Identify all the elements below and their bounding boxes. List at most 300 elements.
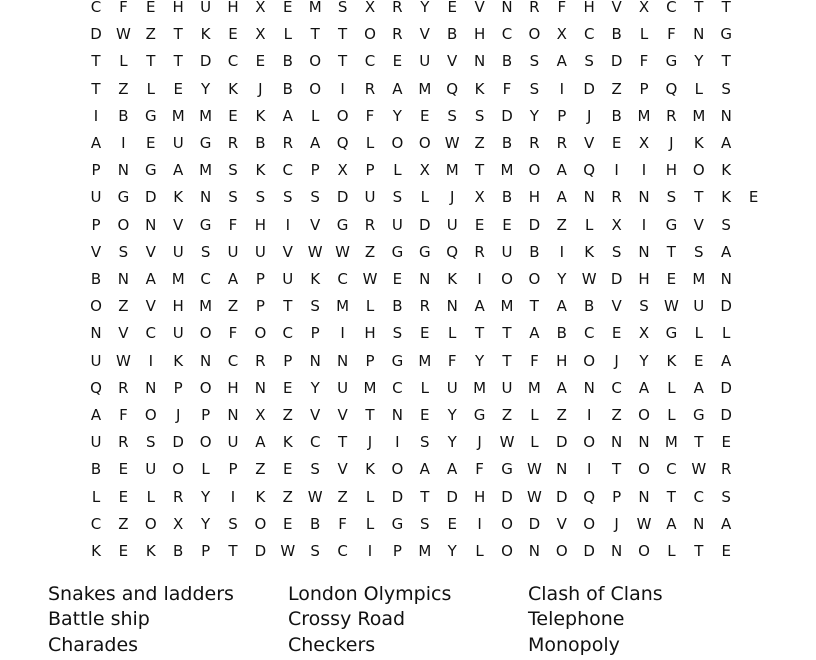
grid-cell[interactable]: L: [119, 52, 128, 71]
grid-cell[interactable]: M: [445, 161, 459, 180]
grid-cell[interactable]: S: [392, 188, 403, 207]
grid-cell[interactable]: O: [199, 433, 212, 452]
grid-cell[interactable]: V: [447, 52, 458, 71]
grid-cell[interactable]: L: [694, 324, 703, 343]
grid-cell[interactable]: T: [365, 406, 375, 424]
grid-cell[interactable]: R: [529, 0, 540, 16]
grid-cell[interactable]: N: [145, 215, 157, 234]
grid-cell[interactable]: H: [172, 297, 184, 316]
grid-cell[interactable]: D: [610, 52, 623, 71]
grid-cell[interactable]: U: [446, 215, 458, 234]
grid-cell[interactable]: I: [559, 79, 565, 98]
grid-cell[interactable]: Y: [475, 351, 485, 370]
grid-cell[interactable]: K: [721, 188, 732, 207]
grid-cell[interactable]: E: [611, 324, 622, 343]
grid-cell[interactable]: Y: [447, 406, 457, 424]
grid-cell[interactable]: F: [338, 514, 347, 533]
grid-cell[interactable]: U: [90, 188, 102, 207]
grid-cell[interactable]: C: [90, 0, 102, 16]
grid-cell[interactable]: O: [501, 542, 513, 560]
grid-cell[interactable]: S: [200, 242, 211, 261]
grid-cell[interactable]: N: [693, 25, 705, 44]
grid-cell[interactable]: U: [446, 378, 458, 397]
grid-cell[interactable]: N: [336, 351, 349, 370]
grid-cell[interactable]: V: [90, 242, 102, 261]
grid-cell[interactable]: N: [227, 406, 239, 424]
grid-cell[interactable]: L: [146, 79, 155, 98]
grid-cell[interactable]: F: [447, 351, 457, 370]
grid-cell[interactable]: T: [228, 542, 238, 560]
grid-cell[interactable]: K: [721, 161, 732, 180]
grid-cell[interactable]: T: [694, 0, 704, 16]
grid-cell[interactable]: E: [721, 433, 731, 452]
grid-cell[interactable]: S: [420, 433, 430, 452]
grid-cell[interactable]: C: [337, 542, 348, 560]
grid-cell[interactable]: E: [228, 106, 238, 125]
grid-cell[interactable]: N: [638, 487, 650, 506]
grid-cell[interactable]: Y: [529, 106, 539, 125]
grid-cell[interactable]: G: [418, 242, 431, 261]
grid-cell[interactable]: I: [121, 134, 126, 152]
grid-cell[interactable]: T: [338, 52, 348, 71]
grid-cell[interactable]: N: [610, 433, 623, 452]
grid-cell[interactable]: Z: [118, 79, 129, 98]
grid-cell[interactable]: Y: [694, 52, 704, 71]
grid-cell[interactable]: I: [367, 542, 373, 560]
grid-cell[interactable]: E: [283, 0, 293, 16]
grid-cell[interactable]: O: [501, 514, 513, 533]
grid-cell[interactable]: L: [420, 188, 429, 207]
grid-cell[interactable]: T: [338, 25, 348, 44]
grid-cell[interactable]: N: [501, 0, 513, 16]
grid-cell[interactable]: L: [667, 542, 676, 560]
grid-cell[interactable]: T: [310, 25, 320, 44]
grid-cell[interactable]: N: [117, 270, 129, 288]
grid-cell[interactable]: N: [583, 378, 595, 397]
grid-cell[interactable]: E: [173, 79, 183, 98]
grid-cell[interactable]: C: [666, 0, 677, 16]
grid-cell[interactable]: X: [556, 25, 567, 44]
grid-cell[interactable]: B: [584, 297, 595, 316]
grid-cell[interactable]: U: [364, 188, 376, 207]
grid-cell[interactable]: W: [636, 514, 652, 533]
grid-cell[interactable]: R: [364, 215, 376, 234]
grid-cell[interactable]: E: [392, 52, 403, 71]
grid-cell[interactable]: T: [338, 433, 348, 452]
grid-cell[interactable]: T: [694, 188, 704, 207]
grid-cell[interactable]: Z: [118, 514, 129, 533]
grid-cell[interactable]: C: [90, 514, 102, 533]
grid-cell[interactable]: A: [255, 433, 266, 452]
grid-cell[interactable]: D: [391, 487, 404, 506]
grid-cell[interactable]: O: [638, 406, 650, 424]
grid-cell[interactable]: K: [255, 487, 266, 506]
grid-cell[interactable]: O: [528, 25, 541, 44]
grid-cell[interactable]: H: [528, 188, 541, 207]
grid-cell[interactable]: B: [611, 25, 622, 44]
grid-cell[interactable]: H: [172, 0, 184, 16]
grid-cell[interactable]: P: [310, 161, 320, 180]
grid-cell[interactable]: C: [200, 270, 211, 288]
grid-cell[interactable]: M: [637, 106, 651, 125]
grid-cell[interactable]: N: [720, 106, 732, 125]
grid-cell[interactable]: K: [255, 106, 266, 125]
grid-cell[interactable]: E: [420, 406, 430, 424]
grid-cell[interactable]: T: [666, 242, 676, 261]
grid-cell[interactable]: B: [501, 134, 513, 152]
grid-cell[interactable]: W: [362, 270, 378, 288]
grid-cell[interactable]: I: [395, 433, 400, 452]
grid-cell[interactable]: S: [118, 242, 129, 261]
grid-cell[interactable]: L: [530, 406, 539, 424]
grid-cell[interactable]: T: [721, 52, 731, 71]
grid-cell[interactable]: A: [721, 134, 732, 152]
grid-cell[interactable]: A: [556, 161, 567, 180]
grid-cell[interactable]: Q: [446, 79, 459, 98]
grid-cell[interactable]: I: [148, 351, 154, 370]
grid-cell[interactable]: S: [447, 106, 457, 125]
grid-cell[interactable]: D: [583, 542, 595, 560]
grid-cell[interactable]: M: [171, 106, 185, 125]
grid-cell[interactable]: L: [365, 297, 375, 316]
grid-cell[interactable]: K: [310, 270, 321, 288]
grid-cell[interactable]: C: [611, 378, 622, 397]
grid-cell[interactable]: G: [720, 25, 732, 44]
grid-cell[interactable]: D: [419, 215, 431, 234]
grid-cell[interactable]: P: [255, 297, 265, 316]
grid-cell[interactable]: T: [612, 460, 622, 479]
grid-cell[interactable]: A: [90, 406, 102, 424]
grid-cell[interactable]: B: [173, 542, 184, 560]
grid-cell[interactable]: O: [144, 406, 157, 424]
grid-cell[interactable]: T: [666, 487, 676, 506]
grid-cell[interactable]: O: [583, 351, 596, 370]
grid-cell[interactable]: Z: [337, 487, 348, 506]
grid-cell[interactable]: D: [172, 433, 184, 452]
grid-cell[interactable]: A: [282, 106, 293, 125]
grid-cell[interactable]: R: [666, 106, 677, 125]
grid-cell[interactable]: M: [500, 297, 514, 316]
grid-cell[interactable]: O: [254, 324, 267, 343]
grid-cell[interactable]: L: [201, 460, 210, 479]
grid-cell[interactable]: T: [694, 433, 704, 452]
grid-cell[interactable]: K: [200, 25, 211, 44]
grid-cell[interactable]: L: [667, 406, 676, 424]
grid-cell[interactable]: L: [448, 324, 457, 343]
grid-cell[interactable]: L: [475, 542, 484, 560]
grid-cell[interactable]: A: [392, 79, 403, 98]
grid-cell[interactable]: U: [282, 270, 294, 288]
grid-cell[interactable]: L: [311, 106, 320, 125]
grid-cell[interactable]: W: [663, 297, 679, 316]
grid-cell[interactable]: F: [475, 460, 484, 479]
grid-cell[interactable]: A: [419, 460, 430, 479]
grid-cell[interactable]: O: [309, 79, 322, 98]
grid-cell[interactable]: S: [721, 79, 731, 98]
grid-cell[interactable]: D: [720, 378, 732, 397]
grid-cell[interactable]: S: [584, 52, 594, 71]
grid-cell[interactable]: R: [556, 134, 568, 152]
grid-cell[interactable]: G: [473, 406, 486, 424]
grid-cell[interactable]: V: [584, 134, 595, 152]
grid-cell[interactable]: G: [336, 215, 349, 234]
grid-cell[interactable]: E: [694, 351, 704, 370]
grid-cell[interactable]: A: [556, 378, 567, 397]
grid-cell[interactable]: S: [611, 242, 622, 261]
grid-cell[interactable]: N: [145, 378, 157, 397]
grid-cell[interactable]: O: [309, 52, 322, 71]
grid-cell[interactable]: D: [556, 487, 568, 506]
grid-cell[interactable]: B: [282, 52, 293, 71]
grid-cell[interactable]: N: [391, 406, 403, 424]
grid-cell[interactable]: R: [118, 433, 129, 452]
grid-cell[interactable]: H: [364, 324, 376, 343]
grid-cell[interactable]: F: [639, 52, 649, 71]
grid-cell[interactable]: A: [90, 134, 102, 152]
grid-cell[interactable]: Y: [557, 270, 567, 288]
grid-cell[interactable]: I: [641, 161, 647, 180]
grid-cell[interactable]: E: [447, 0, 457, 16]
grid-cell[interactable]: S: [392, 324, 403, 343]
grid-cell[interactable]: S: [721, 215, 731, 234]
grid-cell[interactable]: E: [118, 487, 129, 506]
grid-cell[interactable]: A: [556, 297, 567, 316]
grid-cell[interactable]: B: [501, 52, 513, 71]
grid-cell[interactable]: K: [255, 161, 266, 180]
grid-cell[interactable]: O: [555, 542, 568, 560]
grid-cell[interactable]: L: [393, 161, 402, 180]
grid-cell[interactable]: P: [557, 106, 567, 125]
grid-cell[interactable]: H: [638, 270, 650, 288]
grid-cell[interactable]: P: [639, 79, 649, 98]
grid-cell[interactable]: X: [419, 161, 430, 180]
grid-cell[interactable]: F: [228, 215, 238, 234]
grid-cell[interactable]: E: [228, 25, 238, 44]
grid-cell[interactable]: S: [420, 514, 430, 533]
grid-cell[interactable]: B: [90, 460, 102, 479]
grid-cell[interactable]: I: [340, 324, 345, 343]
grid-cell[interactable]: G: [501, 460, 513, 479]
grid-cell[interactable]: P: [91, 215, 101, 234]
grid-cell[interactable]: G: [391, 351, 404, 370]
grid-cell[interactable]: N: [610, 542, 623, 560]
grid-cell[interactable]: Y: [392, 106, 402, 125]
grid-cell[interactable]: S: [310, 297, 320, 316]
grid-cell[interactable]: S: [529, 79, 540, 98]
grid-cell[interactable]: L: [722, 324, 731, 343]
grid-cell[interactable]: J: [586, 106, 592, 125]
grid-cell[interactable]: A: [638, 378, 650, 397]
grid-cell[interactable]: Q: [583, 487, 596, 506]
grid-cell[interactable]: P: [173, 378, 183, 397]
grid-cell[interactable]: R: [392, 0, 403, 16]
grid-cell[interactable]: V: [310, 215, 321, 234]
grid-cell[interactable]: O: [364, 25, 376, 44]
grid-cell[interactable]: U: [501, 242, 513, 261]
grid-cell[interactable]: I: [230, 487, 236, 506]
grid-cell[interactable]: X: [255, 25, 266, 44]
grid-cell[interactable]: X: [364, 0, 376, 16]
grid-cell[interactable]: P: [228, 460, 238, 479]
grid-cell[interactable]: S: [228, 514, 238, 533]
grid-cell[interactable]: U: [90, 351, 102, 370]
grid-cell[interactable]: N: [446, 297, 458, 316]
grid-cell[interactable]: U: [419, 52, 431, 71]
grid-cell[interactable]: M: [500, 161, 514, 180]
grid-cell[interactable]: P: [612, 487, 622, 506]
grid-cell[interactable]: G: [144, 106, 157, 125]
grid-cell[interactable]: T: [146, 52, 156, 71]
grid-cell[interactable]: K: [447, 270, 458, 288]
grid-cell[interactable]: D: [583, 79, 595, 98]
grid-cell[interactable]: V: [145, 242, 156, 261]
grid-cell[interactable]: J: [614, 351, 619, 370]
grid-cell[interactable]: N: [117, 161, 129, 180]
grid-cell[interactable]: L: [639, 25, 649, 44]
grid-cell[interactable]: C: [501, 25, 513, 44]
grid-cell[interactable]: Z: [501, 406, 513, 424]
grid-cell[interactable]: W: [499, 433, 515, 452]
grid-cell[interactable]: C: [337, 270, 348, 288]
grid-cell[interactable]: N: [720, 270, 732, 288]
grid-cell[interactable]: Z: [145, 25, 156, 44]
grid-cell[interactable]: E: [118, 542, 129, 560]
grid-cell[interactable]: F: [502, 79, 512, 98]
grid-cell[interactable]: I: [93, 106, 99, 125]
grid-cell[interactable]: I: [586, 406, 592, 424]
grid-cell[interactable]: T: [694, 542, 704, 560]
grid-cell[interactable]: A: [666, 514, 677, 533]
grid-cell[interactable]: C: [309, 433, 321, 452]
grid-cell[interactable]: O: [336, 106, 349, 125]
grid-cell[interactable]: H: [227, 0, 239, 16]
grid-cell[interactable]: A: [173, 161, 184, 180]
grid-cell[interactable]: N: [199, 188, 212, 207]
grid-cell[interactable]: V: [173, 215, 184, 234]
grid-cell[interactable]: C: [145, 324, 157, 343]
grid-cell[interactable]: R: [118, 378, 129, 397]
grid-cell[interactable]: L: [365, 487, 375, 506]
grid-cell[interactable]: T: [502, 324, 512, 343]
grid-cell[interactable]: N: [199, 351, 212, 370]
grid-cell[interactable]: X: [173, 514, 184, 533]
grid-cell[interactable]: O: [144, 514, 157, 533]
grid-cell[interactable]: S: [283, 188, 293, 207]
grid-cell[interactable]: K: [91, 542, 101, 560]
grid-cell[interactable]: T: [91, 52, 101, 71]
grid-cell[interactable]: E: [255, 52, 266, 71]
grid-cell[interactable]: M: [363, 378, 377, 397]
grid-cell[interactable]: D: [254, 542, 267, 560]
grid-cell[interactable]: O: [528, 270, 541, 288]
grid-cell[interactable]: U: [172, 242, 184, 261]
grid-cell[interactable]: S: [255, 188, 266, 207]
grid-cell[interactable]: T: [173, 25, 183, 44]
grid-cell[interactable]: Y: [201, 79, 211, 98]
grid-cell[interactable]: M: [418, 79, 432, 98]
grid-cell[interactable]: Z: [255, 460, 266, 479]
grid-cell[interactable]: G: [665, 52, 678, 71]
grid-cell[interactable]: H: [583, 0, 595, 16]
grid-cell[interactable]: O: [117, 215, 130, 234]
grid-cell[interactable]: E: [283, 514, 293, 533]
grid-cell[interactable]: U: [693, 297, 705, 316]
grid-cell[interactable]: C: [583, 324, 595, 343]
grid-cell[interactable]: U: [200, 0, 212, 16]
grid-cell[interactable]: J: [449, 188, 455, 207]
grid-cell[interactable]: F: [119, 0, 128, 16]
grid-cell[interactable]: Q: [446, 242, 459, 261]
grid-cell[interactable]: Q: [665, 79, 678, 98]
grid-cell[interactable]: U: [227, 433, 239, 452]
grid-cell[interactable]: W: [280, 542, 296, 560]
grid-cell[interactable]: X: [638, 134, 650, 152]
grid-cell[interactable]: A: [227, 270, 239, 288]
grid-cell[interactable]: R: [364, 79, 376, 98]
grid-cell[interactable]: B: [392, 297, 403, 316]
grid-cell[interactable]: E: [502, 215, 512, 234]
grid-cell[interactable]: N: [473, 52, 486, 71]
grid-cell[interactable]: S: [721, 487, 731, 506]
grid-cell[interactable]: E: [420, 106, 430, 125]
grid-cell[interactable]: I: [586, 460, 592, 479]
grid-cell[interactable]: Z: [282, 406, 293, 424]
grid-cell[interactable]: H: [556, 351, 568, 370]
grid-cell[interactable]: Z: [611, 79, 622, 98]
grid-cell[interactable]: E: [666, 270, 677, 288]
grid-cell[interactable]: N: [254, 378, 266, 397]
grid-cell[interactable]: A: [447, 460, 458, 479]
grid-cell[interactable]: M: [473, 378, 487, 397]
grid-cell[interactable]: K: [145, 542, 156, 560]
grid-cell[interactable]: T: [475, 161, 485, 180]
grid-cell[interactable]: G: [199, 215, 212, 234]
grid-cell[interactable]: K: [282, 433, 293, 452]
grid-cell[interactable]: N: [638, 242, 650, 261]
grid-cell[interactable]: O: [391, 134, 404, 152]
grid-cell[interactable]: D: [336, 188, 349, 207]
grid-cell[interactable]: B: [556, 324, 567, 343]
grid-cell[interactable]: D: [720, 297, 732, 316]
grid-cell[interactable]: O: [638, 460, 650, 479]
grid-cell[interactable]: U: [90, 433, 102, 452]
grid-cell[interactable]: V: [611, 297, 622, 316]
grid-cell[interactable]: Y: [639, 351, 649, 370]
grid-cell[interactable]: Z: [611, 406, 622, 424]
grid-cell[interactable]: E: [146, 134, 156, 152]
grid-cell[interactable]: N: [556, 460, 568, 479]
grid-cell[interactable]: O: [199, 378, 212, 397]
grid-cell[interactable]: R: [474, 242, 485, 261]
grid-cell[interactable]: O: [391, 460, 404, 479]
grid-cell[interactable]: V: [693, 215, 704, 234]
grid-cell[interactable]: S: [639, 297, 649, 316]
grid-cell[interactable]: E: [420, 324, 430, 343]
grid-cell[interactable]: S: [474, 106, 485, 125]
grid-cell[interactable]: R: [172, 487, 184, 506]
grid-cell[interactable]: O: [692, 161, 705, 180]
grid-cell[interactable]: E: [721, 542, 731, 560]
grid-cell[interactable]: R: [419, 297, 431, 316]
grid-cell[interactable]: E: [474, 215, 485, 234]
grid-cell[interactable]: L: [146, 487, 155, 506]
grid-cell[interactable]: K: [693, 134, 704, 152]
grid-cell[interactable]: P: [365, 161, 375, 180]
grid-cell[interactable]: R: [255, 351, 266, 370]
grid-cell[interactable]: U: [501, 378, 513, 397]
grid-cell[interactable]: Z: [474, 134, 485, 152]
grid-cell[interactable]: K: [666, 351, 677, 370]
